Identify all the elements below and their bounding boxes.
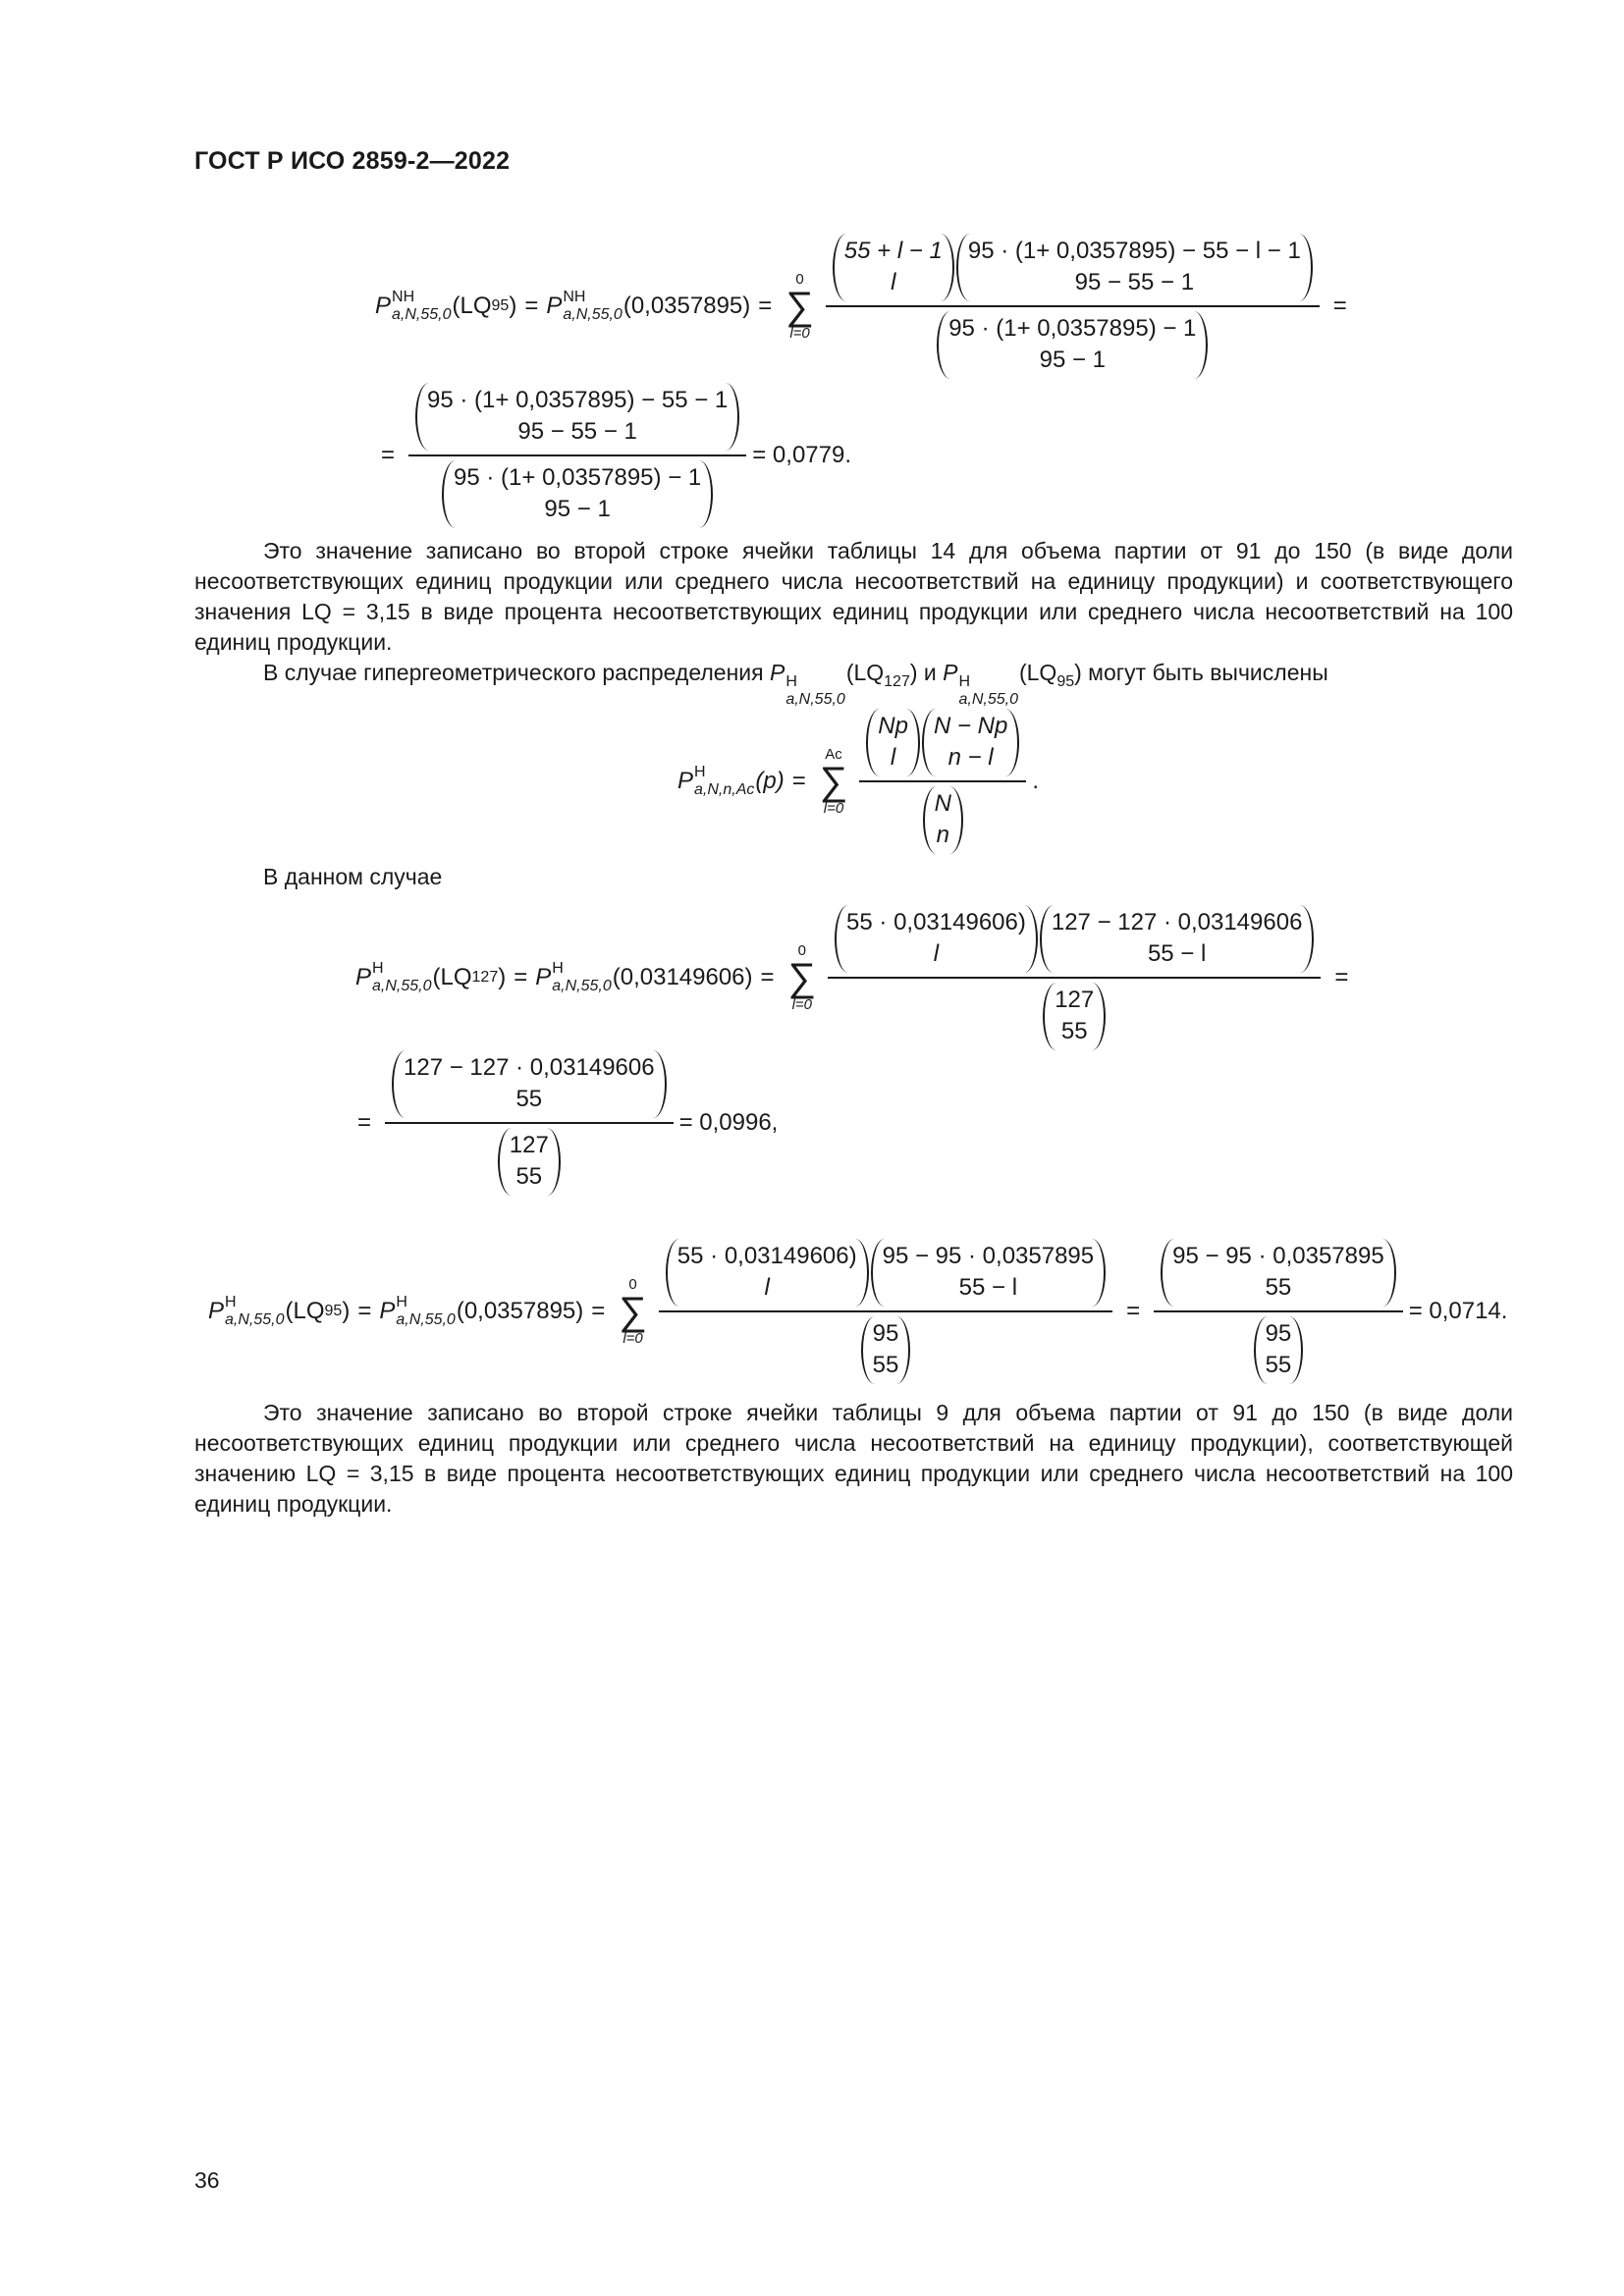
- eq4-sum: 0 ∑ l=0: [619, 1275, 647, 1347]
- eq2-sum: Ac ∑ l=0: [819, 745, 848, 817]
- eq3-binom-den: 127 55: [1043, 983, 1106, 1050]
- paragraph-1: Это значение записано во второй строке ячейки таблицы 14 для объема партии от 91 до 150 (в виде доли несоответствующих единиц продукции или среднего числа несоответствий на единицу продукции) и соответствующего значения LQ = 3,15 в виде процента несоответствующих единиц продукции или среднего числа несоответствий на 100 единиц продукции.: [194, 538, 1513, 655]
- eq4-binom-den-2: 95 55: [1254, 1316, 1304, 1384]
- eq1-equals-1: =: [524, 292, 539, 319]
- eq1-arg-mid: (0,0357895): [623, 292, 751, 319]
- equation-3: P H a,N,55,0 (LQ 127 ) = P H a,N,55,0 (0,03149606) = 0 ∑ l=0 55 · 0,03149606) l 127 − 127 · 0,03149606 55 − l 127 55 =: [355, 905, 1356, 1050]
- equation-2: P H a,N,n,Ac (p) = Ac ∑ l=0 Np l N − Np n − l N n .: [677, 709, 1039, 854]
- eq3b-binom-den: 127 55: [498, 1128, 561, 1196]
- eq3-sum: 0 ∑ l=0: [787, 941, 817, 1013]
- document-header: ГОСТ Р ИСО 2859-2—2022: [194, 147, 511, 175]
- eq1-equals-end: =: [1332, 292, 1347, 319]
- eq2-binom-den: N n: [923, 786, 963, 854]
- eq1b-binom-num: 95 · (1+ 0,0357895) − 55 − 1 95 − 55 − 1: [415, 383, 739, 451]
- eq4-binom-den: 95 55: [861, 1316, 911, 1384]
- eq1-p-symbol-2: P: [546, 292, 563, 319]
- eq1-binom-den: 95 · (1+ 0,0357895) − 1 95 − 1: [937, 311, 1208, 379]
- eq2-fraction: [859, 709, 1026, 854]
- eq1-sup: NH: [392, 288, 415, 305]
- eq3-binom-2: 127 − 127 · 0,03149606 55 − l: [1040, 905, 1315, 973]
- eq1-sum-top: 0: [795, 270, 804, 288]
- eq1b-equals-start: =: [381, 441, 396, 468]
- eq1-arg-lhs-sub: 95: [491, 296, 510, 314]
- eq1-binom-2: 95 · (1+ 0,0357895) − 55 − l − 1 95 − 55 − 1: [956, 234, 1313, 301]
- eq1-sum: [785, 272, 814, 341]
- paragraph-4: Это значение записано во второй строке ячейки таблицы 9 для объема партии от 91 до 150 (в виде доли несоответствующих единиц продукции или среднего числа несоответствий на единицу продукции), соответствующей значению LQ = 3,15 в виде процента несоответствующих единиц продукции или среднего числа несоответствий на 100 единиц продукции.: [194, 1400, 1513, 1517]
- eq4-fraction-1: [659, 1239, 1112, 1384]
- eq1-arg-lhs: (LQ: [452, 292, 492, 319]
- eq1-sum-sign: ∑: [785, 284, 814, 328]
- eq2-binom-2: N − Np n − l: [922, 709, 1019, 776]
- paragraph-3: В данном случае: [263, 864, 443, 889]
- eq3b-binom-num: 127 − 127 · 0,03149606 55: [392, 1050, 667, 1118]
- eq1-binom-1: 55 + l − 1 l: [833, 234, 954, 301]
- eq1-sup-2: NH: [563, 288, 586, 305]
- equation-1: [375, 234, 1355, 379]
- eq4-binom-1: 55 · 0,03149606) l: [666, 1239, 869, 1307]
- eq2-binom-1: Np l: [866, 709, 920, 776]
- eq1-fraction: [826, 234, 1320, 379]
- paragraph-2: В случае гипергеометрического распределения P H a,N,55,0 $(LQ_{127})$ и P H a,N,55,0 $(LQ_{95})$ могут быть вычислены: [263, 660, 1328, 708]
- eq4-fraction-2: [1154, 1239, 1403, 1384]
- eq4-binom-num-2: 95 − 95 · 0,0357895 55: [1161, 1239, 1396, 1307]
- eq1-p-symbol: P: [375, 292, 392, 319]
- equation-3-continued: = 127 − 127 · 0,03149606 55 127 55 = 0,0996,: [350, 1050, 778, 1196]
- equation-4: P H a,N,55,0 (LQ 95 ) = P H a,N,55,0 (0,0357895) = 0 ∑ l=0 55 · 0,03149606) l 95 − 95 · 0,0357895 55 − l 95 55 = 95 − 95 · 0,0357895 55 95 55 = 0,0714.: [208, 1239, 1507, 1384]
- eq1b-result: = 0,0779.: [752, 441, 852, 468]
- eq3-binom-1: 55 · 0,03149606) l: [835, 905, 1038, 973]
- eq1-equals-2: =: [758, 292, 773, 319]
- eq1-arg-lhs-close: ): [509, 292, 517, 319]
- eq1b-binom-den: 95 · (1+ 0,0357895) − 1 95 − 1: [442, 460, 713, 528]
- equation-1-continued: [373, 383, 851, 528]
- eq1-sum-bottom: l=0: [789, 324, 810, 342]
- eq1-sub: a,N,55,0: [392, 305, 452, 323]
- eq3-fraction: [828, 905, 1321, 1050]
- page-number: 36: [194, 2167, 220, 2193]
- eq1b-fraction: [408, 383, 746, 528]
- eq1-sub-2: a,N,55,0: [563, 305, 623, 323]
- eq2-p-symbol: P: [677, 767, 694, 794]
- eq4-binom-2: 95 − 95 · 0,0357895 55 − l: [871, 1239, 1107, 1307]
- eq3b-fraction: [385, 1050, 674, 1196]
